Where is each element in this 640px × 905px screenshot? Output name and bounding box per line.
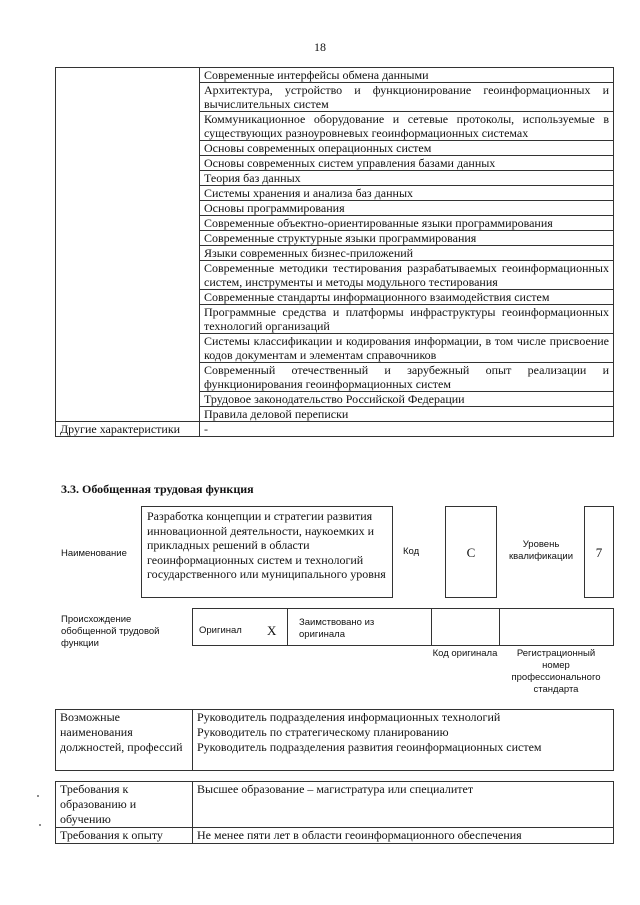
knowledge-row: Коммуникационное оборудование и сетевые протоколы, используемые в существующих разноуровневых геоинформационных системах (200, 112, 614, 141)
other-characteristics-label: Другие характеристики (56, 422, 200, 437)
knowledge-row: Языки современных бизнес-приложений (200, 246, 614, 261)
scan-speck (37, 795, 39, 797)
knowledge-row: Современный отечественный и зарубежный опыт реализации и функционирования геоинформационных систем (200, 363, 614, 392)
function-name-box (141, 506, 393, 598)
positions-cell (193, 710, 614, 771)
knowledge-row: Современные стандарты информационного взаимодействия систем (200, 290, 614, 305)
positions-table (55, 709, 614, 771)
knowledge-row: Современные объектно-ориентированные языки программирования (200, 216, 614, 231)
knowledge-row: Архитектура, устройство и функционирование геоинформационных и вычислительных систем (200, 83, 614, 112)
knowledge-row: Теория баз данных (200, 171, 614, 186)
knowledge-row: Трудовое законодательство Российской Федерации (200, 392, 614, 407)
reg-number-caption: Регистрационный номер профессионального стандарта (511, 648, 601, 695)
knowledge-row: Основы современных операционных систем (200, 141, 614, 156)
knowledge-row: Современные методики тестирования разрабатываемых геоинформационных систем, инструменты и методы модульного тестирования (200, 261, 614, 290)
knowledge-row: Основы современных систем управления базами данных (200, 156, 614, 171)
code-value: C (466, 544, 476, 560)
section-heading: 3.3. Обобщенная трудовая функция (61, 482, 254, 496)
origin-box (192, 608, 614, 646)
code-box (445, 506, 497, 598)
level-box (584, 506, 614, 598)
experience-label: Требования к опыту (56, 828, 193, 844)
knowledge-row: Системы хранения и анализа баз данных (200, 186, 614, 201)
original-mark: X (267, 623, 277, 638)
position-item: Руководитель по стратегическому планированию (197, 725, 449, 739)
knowledge-row: Современные интерфейсы обмена данными (200, 68, 614, 83)
original-label: Оригинал (199, 625, 242, 636)
origin-label: Происхождение обобщенной трудовой функции (61, 614, 160, 649)
requirements-table (55, 781, 614, 844)
level-value: 7 (595, 544, 603, 560)
position-item: Руководитель подразделения развития геоинформационных систем (197, 740, 542, 754)
knowledge-table (55, 67, 614, 437)
position-item: Руководитель подразделения информационных технологий (197, 710, 501, 724)
borrowed-label: Заимствовано из оригинала (299, 617, 375, 640)
scan-speck (39, 824, 41, 826)
level-label: Уровень квалификации (508, 539, 574, 562)
knowledge-row: Правила деловой переписки (200, 407, 614, 422)
experience-value: Не менее пяти лет в области геоинформационного обеспечения (193, 828, 614, 844)
page-number: 18 (314, 40, 326, 54)
name-label: Наименование (61, 548, 127, 559)
code-label: Код (403, 546, 420, 557)
positions-label: Возможные наименования должностей, профессий (56, 710, 193, 771)
education-label: Требования к образованию и обучению (56, 782, 193, 828)
other-characteristics-value: - (200, 422, 614, 437)
function-name-value: Разработка концепции и стратегии развития инновационной деятельности, наукоемких и прикладных решений в области геоинформационных систем и технологий государственного или муниципального уровня (147, 509, 386, 581)
code-original-caption: Код оригинала (432, 648, 498, 659)
knowledge-row: Основы программирования (200, 201, 614, 216)
knowledge-row: Современные структурные языки программирования (200, 231, 614, 246)
knowledge-row: Системы классификации и кодирования информации, в том числе присвоение кодов документам и элементам справочников (200, 334, 614, 363)
knowledge-row: Программные средства и платформы инфраструктуры геоинформационных технологий организаций (200, 305, 614, 334)
education-value: Высшее образование – магистратура или специалитет (193, 782, 614, 828)
knowledge-label-cell (56, 68, 200, 422)
